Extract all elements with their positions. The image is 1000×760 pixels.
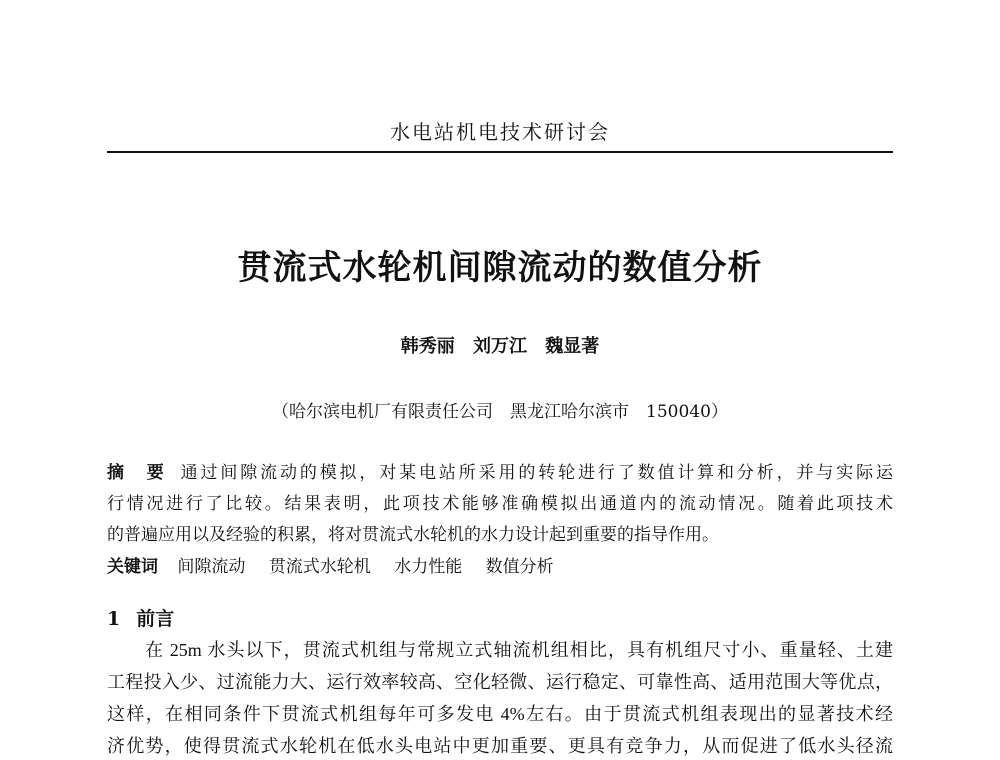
abstract-line: 行情况进行了比较。结果表明，此项技术能够准确模拟出通道内的流动情况。随着此项技术 bbox=[107, 494, 893, 514]
body-line: 在 25m 水头以下，贯流式机组与常规立式轴流机组相比，具有机组尺寸小、重量轻、土建 bbox=[107, 640, 893, 660]
abstract-line: 的普遍应用以及经验的积累，将对贯流式水轮机的水力设计起到重要的指导作用。 bbox=[107, 525, 719, 545]
body-line: 济优势，使得贯流式水轮机在低水头电站中更加重要、更具有竞争力，从而促进了低水头径流 bbox=[107, 736, 893, 756]
keyword: 间隙流动 bbox=[177, 557, 246, 577]
running-header: 水电站机电技术研讨会 bbox=[390, 120, 610, 144]
author: 魏显著 bbox=[545, 336, 600, 357]
paper-title: 贯流式水轮机间隙流动的数值分析 bbox=[237, 248, 763, 288]
author: 韩秀丽 bbox=[400, 336, 455, 357]
keywords-label: 关键词 bbox=[107, 557, 158, 577]
keywords-line bbox=[107, 552, 893, 577]
body-line: 这样，在相同条件下贯流式机组每年可多发电 4%左右。由于贯流式机组表现出的显著技术经 bbox=[107, 704, 893, 724]
keyword: 数值分析 bbox=[485, 557, 554, 577]
keyword: 水力性能 bbox=[394, 557, 463, 577]
section-heading: 1 前言 bbox=[107, 608, 175, 630]
keyword: 贯流式水轮机 bbox=[268, 557, 371, 577]
abstract-label: 摘 要 bbox=[107, 463, 167, 483]
header-rule bbox=[107, 151, 893, 153]
author: 刘万江 bbox=[473, 336, 527, 357]
body-line: 工程投入少、过流能力大、运行效率较高、空化轻微、运行稳定、可靠性高、适用范围大等优点， bbox=[107, 672, 893, 692]
affiliation: （哈尔滨电机厂有限责任公司 黑龙江哈尔滨市 150040） bbox=[272, 402, 728, 422]
authors bbox=[0, 332, 1000, 358]
abstract-line: 摘 要 通过间隙流动的模拟，对某电站所采用的转轮进行了数值计算和分析，并与实际运 bbox=[107, 463, 894, 483]
